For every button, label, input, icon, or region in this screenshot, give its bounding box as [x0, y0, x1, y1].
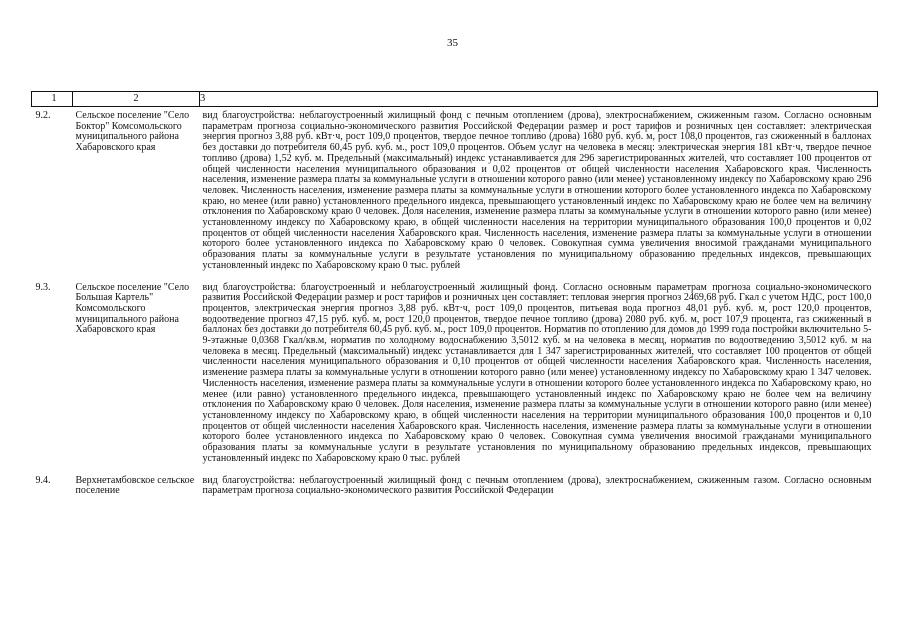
table-row: [32, 472, 878, 504]
row-number: 9.2.: [35, 110, 51, 121]
row-description: вид благоустройства: благоустроенный и неблагоустроенный жилищный фонд. Согласно основным параметрам прогноза социально-экономического развития Российской Федерации размер и рост тарифов и розничных цен составляет: тепловая энергия прогноз 2469,68 руб. Гкал с учетом НДС, рост 100,0 процентов, электрическая энергия прогноз 3,88 руб. кВт·ч, рост 109,0 процентов, питьевая вода прогноз 48,01 руб. куб. м, рост 120,0 процентов, водоотведение прогноз 47,15 руб. куб. м, рост 120,0 процентов, твердое печное топливо (дрова) 2080 руб. куб. м, рост 107,9 процента, газ сжиженный в баллонах без доставки до потребителя 60,45 руб. куб. м., рост 109,0 процентов. Норматив по отоплению для домов до 1999 года постройки включительно 5-9-этажные 0,0368 Гкал/кв.м, норматив по холодному водоснабжению 3,5012 куб. м на человека в месяц, норматив по водоотведению 3,5012 куб. м на человека в месяц. Предельный (максимальный) индекс устанавливается для 1 347 зарегистрированных жителей, что составляет 100 процентов от общей численности населения муниципального образования и 0,10 процентов от общей численности населения Хабаровского края. Численность населения, изменение размера платы за коммунальные услуги в отношении которого равно (или менее) установленному индексу по Хабаровскому краю 1 347 человек. Численность населения, изменение размера платы за коммунальные услуги в отношении которого более установленного индекса по Хабаровскому краю, но менее (или равно) установленного предельного индекса, превышающего установленный индекс по Хабаровскому краю не более чем на величину отклонения по Хабаровскому краю 0 человек. Доля населения, изменение размера платы за коммунальные услуги в отношении которого равно (или менее) установленному индексу по Хабаровскому краю, в общей численности населения на территории муниципального образования 100,0 процентов и 0,10 процентов от общей численности населения Хабаровского края. Численность населения, изменение размера платы за коммунальные услуги в отношении которого более установленного индекса по Хабаровскому краю 0 человек. Совокупная сумма увеличения вносимой гражданами муниципального образования платы за коммунальные услуги в результате установления по муниципальному образованию предельных индексов, превышающих установленный индекс по Хабаровскому краю 0 тыс. рублей: [202, 281, 872, 464]
settlement-name: Верхнетамбовское сельское поселение: [75, 474, 195, 497]
row-description: вид благоустройства: неблагоустроенный жилищный фонд с печным отоплением (дрова), электроснабжением, сжиженным газом. Согласно основным параметрам прогноза социально-экономического развития Российской Федерации размер и рост тарифов и розничных цен составляет: электрическая энергия прогноз 3,88 руб. кВт·ч, рост 109,0 процентов, твердое печное топливо (дрова) 1680 руб. куб. м, рост 108,0 процентов, газ сжиженный в баллонах без доставки до потребителя 60,45 руб. куб. м., рост 109,0 процентов. Объем услуг на человека в месяц: электрическая энергия 181 кВт·ч, твердое печное топливо (дрова) 1,52 куб. м. Предельный (максимальный) индекс устанавливается для 296 зарегистрированных жителей, что составляет 100 процентов от общей численности населения муниципального образования и 0,02 процентов от общей численности населения Хабаровского края. Численность населения, изменение размера платы за коммунальные услуги в отношении которого равно (или менее) установленному индексу по Хабаровскому краю 296 человек. Численность населения, изменение размера платы за коммунальные услуги в отношении которого более установленного индекса по Хабаровскому краю, но менее (или равно) установленного предельного индекса, превышающего установленный индекс по Хабаровскому краю не более чем на величину отклонения по Хабаровскому краю 0 человек. Доля населения, изменение размера платы за коммунальные услуги в отношении которого равно (или менее) установленному индексу по Хабаровскому краю, в общей численности населения на территории муниципального образования 100,0 процентов и 0,02 процентов от общей численности населения Хабаровского края. Численность населения, изменение размера платы за коммунальные услуги в отношении которого более установленного индекса по Хабаровскому краю 0 человек. Совокупная сумма увеличения вносимой гражданами муниципального образования платы за коммунальные услуги в результате установления по муниципальному образованию предельных индексов, превышающих установленный индекс по Хабаровскому краю 0 тыс. рублей: [202, 110, 872, 271]
settlement-name: Сельское поселение "Село Боктор" Комсомольского муниципального района Хабаровского края: [75, 110, 190, 154]
page-number: 35: [447, 37, 458, 49]
column-header-2: 2: [73, 92, 200, 107]
table-row: [32, 107, 878, 279]
settlement-name: Сельское поселение "Село Большая Картель" Комсомольского муниципального района Хабаровского края: [75, 281, 190, 336]
tariff-table: [31, 91, 878, 504]
table-row: [32, 279, 878, 472]
column-header-1: 1: [32, 92, 73, 107]
column-header-3: 3: [200, 92, 878, 107]
row-number: 9.3.: [35, 281, 51, 293]
row-number: 9.4.: [35, 474, 51, 486]
table-header-row: [32, 92, 878, 107]
row-description: вид благоустройства: неблагоустроенный жилищный фонд с печным отоплением (дрова), электроснабжением, сжиженным газом. Согласно основным параметрам прогноза социально-экономического развития Российской Федерации: [202, 474, 872, 497]
